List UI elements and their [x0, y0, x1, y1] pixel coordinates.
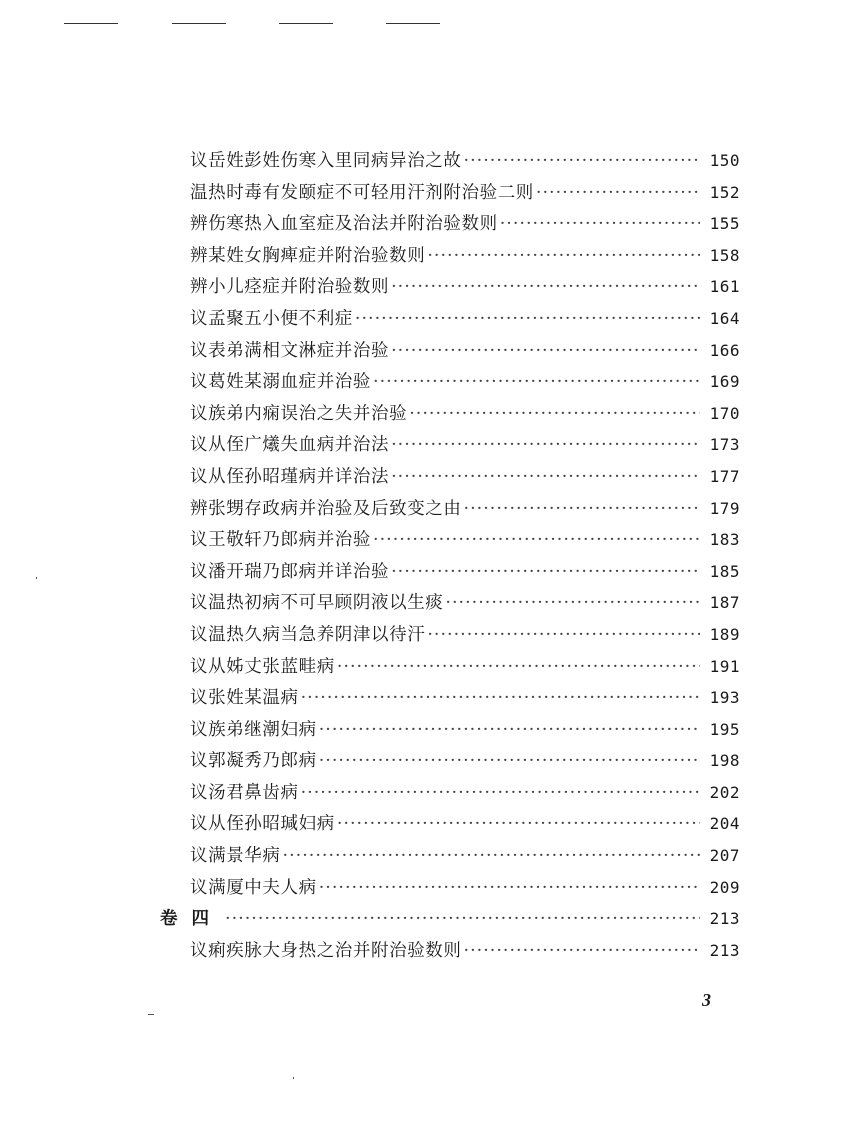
entry-page-number: 195 — [709, 719, 740, 739]
entry-page-number: 179 — [709, 498, 740, 518]
dot-leader — [319, 715, 700, 746]
entry-page-number: 177 — [709, 466, 740, 486]
entry-title: 议孟聚五小便不利症 — [190, 308, 353, 329]
dot-leader — [500, 209, 700, 240]
dot-leader — [409, 399, 700, 430]
toc-entry — [160, 935, 740, 967]
toc-entry — [160, 493, 740, 525]
toc-entry — [160, 682, 740, 714]
toc-entry — [160, 145, 740, 177]
entry-title: 议从侄孙昭瑊妇病 — [190, 814, 335, 835]
toc-entry — [160, 240, 740, 272]
entry-page-number: 183 — [709, 530, 740, 550]
entry-title: 议满景华病 — [190, 846, 281, 867]
entry-title: 议温热初病不可早顾阴液以生痰 — [190, 593, 444, 614]
entry-title: 辨张甥存政病并治验及后致变之由 — [190, 498, 462, 519]
scan-speck — [36, 577, 37, 579]
entry-page-number: 173 — [709, 435, 740, 455]
toc-entry — [160, 524, 740, 556]
dot-leader — [373, 367, 700, 398]
dot-leader — [301, 778, 700, 809]
entry-title: 议从姊丈张蓝畦病 — [190, 656, 335, 677]
entry-page-number: 204 — [709, 814, 740, 834]
dot-leader — [391, 462, 700, 493]
toc-entry — [160, 366, 740, 398]
toc-entry — [160, 177, 740, 209]
top-rule-1 — [64, 23, 118, 24]
toc-entry — [160, 619, 740, 651]
top-rule-4 — [386, 23, 440, 24]
dot-leader — [445, 588, 700, 619]
entry-title: 辨伤寒热入血室症及治法并附治验数则 — [190, 214, 498, 235]
entry-page-number: 187 — [709, 593, 740, 613]
top-rule-3 — [279, 23, 333, 24]
entry-title: 议族弟内痫误治之失并治验 — [190, 403, 408, 424]
scan-speck — [148, 1014, 154, 1015]
entry-page-number: 166 — [709, 340, 740, 360]
entry-title: 议痢疾脉大身热之治并附治验数则 — [190, 940, 462, 961]
dot-leader — [536, 178, 700, 209]
toc-entry — [160, 271, 740, 303]
toc-entry — [160, 840, 740, 872]
entry-page-number: 185 — [709, 561, 740, 581]
entry-page-number: 152 — [709, 182, 740, 202]
entry-page-number: 155 — [709, 214, 740, 234]
entry-title: 议族弟继潮妇病 — [190, 719, 317, 740]
entry-page-number: 213 — [709, 909, 740, 929]
dot-leader — [464, 936, 701, 967]
entry-page-number: 193 — [709, 688, 740, 708]
toc-entry — [160, 303, 740, 335]
page-number: 3 — [702, 990, 711, 1010]
entry-title: 辨某姓女胸痺症并附治验数则 — [190, 245, 426, 266]
entry-page-number: 207 — [709, 846, 740, 866]
toc-entry — [160, 335, 740, 367]
entry-page-number: 150 — [709, 151, 740, 170]
dot-leader — [391, 336, 700, 367]
toc-entry — [160, 208, 740, 240]
entry-title: 议温热久病当急养阴津以待汗 — [190, 624, 426, 645]
entry-page-number: 161 — [709, 277, 740, 297]
dot-leader — [301, 683, 700, 714]
entry-page-number: 209 — [709, 877, 740, 897]
toc-entry — [160, 651, 740, 683]
entry-title: 议从侄广爔失血病并治法 — [190, 435, 390, 456]
scan-speck — [293, 1077, 294, 1079]
entry-page-number: 213 — [709, 940, 740, 960]
dot-leader — [464, 494, 701, 525]
dot-leader — [337, 652, 700, 683]
toc-entry — [160, 587, 740, 619]
toc-entry — [160, 714, 740, 746]
entry-page-number: 202 — [709, 782, 740, 802]
entry-title: 议表弟满相文淋症并治验 — [190, 340, 390, 361]
dot-leader — [337, 809, 700, 840]
dot-leader — [319, 746, 700, 777]
entry-title: 议张姓某温病 — [190, 688, 299, 709]
top-rule-2 — [172, 23, 226, 24]
dot-leader — [427, 241, 700, 272]
toc-entry — [160, 872, 740, 904]
entry-page-number: 189 — [709, 624, 740, 644]
entry-title: 议从侄孙昭瑾病并详治法 — [190, 466, 390, 487]
dot-leader — [391, 430, 700, 461]
entry-page-number: 158 — [709, 245, 740, 265]
toc-entry — [160, 461, 740, 493]
entry-title: 议葛姓某溺血症并治验 — [190, 372, 371, 393]
entry-title: 辨小儿痉症并附治验数则 — [190, 277, 390, 298]
entry-title: 议郭凝秀乃郎病 — [190, 751, 317, 772]
entry-page-number: 170 — [709, 403, 740, 423]
entry-page-number: 164 — [709, 308, 740, 328]
dot-leader — [355, 304, 700, 335]
dot-leader — [391, 272, 700, 303]
toc-entry — [160, 429, 740, 461]
toc-section-heading — [160, 903, 740, 935]
dot-leader — [464, 146, 701, 177]
entry-title: 议王敬轩乃郎病并治验 — [190, 530, 371, 551]
dot-leader — [427, 620, 700, 651]
dot-leader — [283, 841, 701, 872]
toc-entry — [160, 398, 740, 430]
entry-title: 议汤君鼻齿病 — [190, 782, 299, 803]
toc-entry — [160, 556, 740, 588]
entry-title: 议满厦中夫人病 — [190, 877, 317, 898]
section-title: 卷四 — [160, 909, 223, 930]
dot-leader — [319, 873, 700, 904]
entry-title: 温热时毒有发颐症不可轻用汗剂附治验二则 — [190, 182, 534, 203]
toc-entry — [160, 808, 740, 840]
entry-page-number: 191 — [709, 656, 740, 676]
dot-leader — [225, 904, 700, 935]
entry-page-number: 198 — [709, 751, 740, 771]
toc-entry — [160, 777, 740, 809]
dot-leader — [373, 525, 700, 556]
entry-title: 议岳姓彭姓伤寒入里同病异治之故 — [190, 151, 462, 171]
toc-entry — [160, 745, 740, 777]
table-of-contents — [160, 145, 740, 966]
entry-title: 议潘开瑞乃郎病并详治验 — [190, 561, 390, 582]
entry-page-number: 169 — [709, 372, 740, 392]
dot-leader — [391, 557, 700, 588]
